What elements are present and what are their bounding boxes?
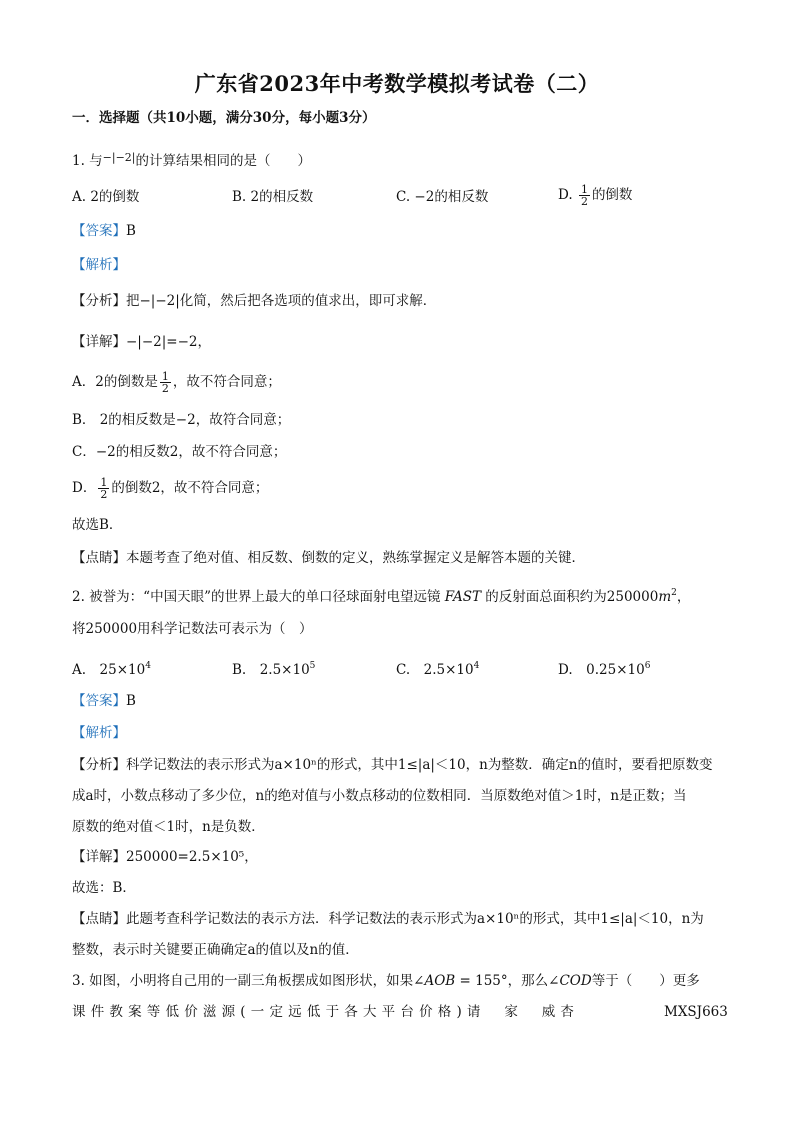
q1-line-b: B． 2的相反数是−2，故符合同意； [72,412,291,428]
q1-option-d: D. $\frac{1}{2}$ 的倒数 [558,183,633,208]
section-heading: 一．选择题（共10小题，满分30分，每小题3分） [72,110,376,126]
q3-stem: 3. 如图，小明将自己用的一副三角板摆成如图形状，如果∠AOB = 155°，那么∠COD等于（ ）更多 [72,973,700,989]
q2-dianjing-line1: 【点睛】此题考查科学记数法的表示方法．科学记数法的表示形式为a×10ⁿ的形式，其中1≤|a|＜10，n为 [72,911,704,927]
page-title: 广东省2023年中考数学模拟考试卷（二） [194,71,600,96]
footer-code: MXSJ663 [664,1004,728,1020]
fraction: $\frac{1}{2}$ [580,183,588,208]
q1-dianjing: 【点睛】本题考查了绝对值、相反数、倒数的定义，熟练掌握定义是解答本题的关键． [72,550,585,566]
q1-fenxi: 【分析】把−|−2|化简，然后把各选项的值求出，即可求解． [72,293,437,309]
q2-dianjing-line2: 整数，表示时关键要正确确定a的值以及n的值． [72,942,359,958]
q1-analysis-tag: 【解析】 [72,257,126,273]
q1-line-c: C．−2的相反数2，故不符合同意； [72,444,287,460]
q2-fenxi-line3: 原数的绝对值＜1时，n是负数． [72,819,265,835]
q2-option-a: A. $25\times 10^4$ [72,661,151,678]
q1-stem: 1. 与$^{-|-2|}$的计算结果相同的是（ ） [72,151,312,169]
q1-xiangjie: 【详解】−|−2|=−2， [72,334,212,350]
q1-answer: 【答案】B [72,223,136,239]
q2-fenxi-line1: 【分析】科学记数法的表示形式为a×10ⁿ的形式，其中1≤|a|＜10，n为整数．确定n的值时，要看把原数变 [72,757,713,773]
q2-stem-line1: 2. 被誉为：“中国天眼”的世界上最大的单口径球面射电望远镜 FAST 的反射面总面积约为$250000m^2$， [72,588,691,605]
q2-answer: 【答案】B [72,693,136,709]
q2-analysis-tag: 【解析】 [72,725,126,741]
q1-option-a: A. 2的倒数 [72,189,140,205]
q2-option-b: B. $2.5\times 10^5$ [232,661,316,678]
q1-choose: 故选B． [72,517,123,533]
q2-option-c: C. $2.5\times 10^4$ [396,661,480,678]
q2-choose: 故选：B． [72,880,136,896]
q1-option-c: C. −2的相反数 [396,189,489,205]
q2-fenxi-line2: 成a时，小数点移动了多少位，n的绝对值与小数点移动的位数相同．当原数绝对值＞1时，n是正数；当 [72,788,687,804]
q1-line-a: A．2的倒数是 $\frac{1}{2}$ ，故不符合同意； [72,370,281,395]
q2-stem-line2: 将250000用科学记数法可表示为（ ） [72,621,313,637]
q2-xiangjie: 【详解】250000=2.5×10⁵， [72,849,258,865]
q2-option-d: D. $0.25\times 10^6$ [558,661,651,678]
footer-ad-text: 课件教案等低价滋源(一定远低于各大平台价格)请 家 威杏 [72,1004,580,1020]
q1-line-d: D． $\frac{1}{2}$ 的倒数2，故不符合同意； [72,476,269,501]
q1-option-b: B. 2的相反数 [232,189,314,205]
